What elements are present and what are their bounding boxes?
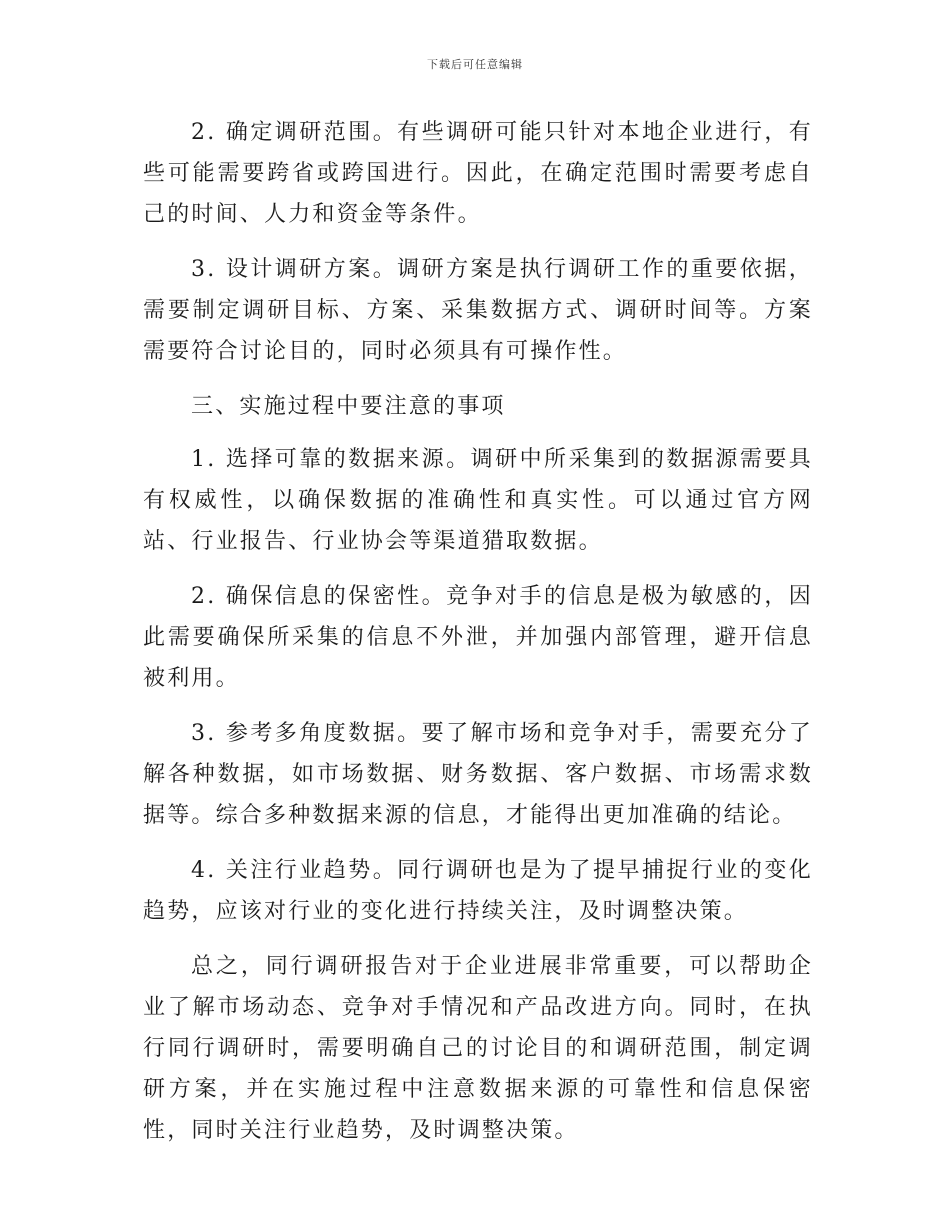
section-heading-precautions: 三、实施过程中要注意的事项	[191, 394, 506, 419]
document-body	[143, 112, 813, 1165]
page-header: 下载后可任意编辑	[427, 58, 523, 71]
paragraph-multi-angle-data: 3. 参考多角度数据。要了解市场和竞争对手，需要充分了解各种数据，如市场数据、财务数据、客户数据、市场需求数据等。综合多种数据来源的信息，才能得出更加准确的结论。	[143, 721, 813, 828]
paragraph-conclusion: 总之，同行调研报告对于企业进展非常重要，可以帮助企业了解市场动态、竞争对手情况和产品改进方向。同时，在执行同行调研时，需要明确自己的讨论目的和调研范围，制定调研方案，并在实施过程中注意数据来源的可靠性和信息保密性，同时关注行业趋势，及时调整决策。	[143, 954, 813, 1143]
paragraph-industry-trends: 4. 关注行业趋势。同行调研也是为了提早捕捉行业的变化趋势，应该对行业的变化进行持续关注，及时调整决策。	[143, 858, 813, 924]
paragraph-reliable-sources: 1. 选择可靠的数据来源。调研中所采集到的数据源需要具有权威性，以确保数据的准确性和真实性。可以通过官方网站、行业报告、行业协会等渠道猎取数据。	[143, 447, 813, 554]
paragraph-determine-scope: 2. 确定调研范围。有些调研可能只针对本地企业进行，有些可能需要跨省或跨国进行。因此，在确定范围时需要考虑自己的时间、人力和资金等条件。	[143, 120, 813, 227]
paragraph-design-plan: 3. 设计调研方案。调研方案是执行调研工作的重要依据，需要制定调研目标、方案、采集数据方式、调研时间等。方案需要符合讨论目的，同时必须具有可操作性。	[143, 257, 813, 364]
paragraph-confidentiality: 2. 确保信息的保密性。竞争对手的信息是极为敏感的，因此需要确保所采集的信息不外泄，并加强内部管理，避开信息被利用。	[143, 584, 813, 691]
